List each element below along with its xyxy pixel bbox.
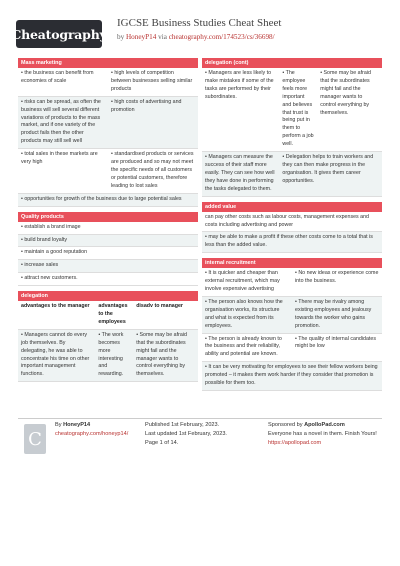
- table-row: • opportunities for growth of the business due to large potential sales: [18, 194, 198, 207]
- section-delegation-cont: [202, 58, 382, 197]
- table-row: [202, 68, 382, 152]
- list-item: • build brand loyalty: [18, 235, 198, 248]
- table-cell: • high costs of advertising and promotion: [111, 98, 182, 113]
- table-header-row: [18, 301, 198, 330]
- sponsor-line: [268, 421, 383, 430]
- table-cell: • Delegation helps to train workers and they can then make progress in the organisation. It gives them career opportunities.: [282, 154, 374, 184]
- table-cell: • the business can benefit from economies of scale: [21, 70, 94, 84]
- section-title: added value: [202, 202, 382, 212]
- section-delegation: [18, 291, 198, 382]
- footer-by: By: [55, 422, 64, 428]
- section-internal-recruitment: [202, 258, 382, 391]
- section-added-value: [202, 202, 382, 254]
- left-column: [18, 58, 198, 387]
- section-title: Mass marketing: [18, 58, 198, 68]
- byline-via: via: [156, 33, 169, 41]
- table-cell: • Managers are less likely to make mistakes if some of the tasks are performed by their subordinates.: [205, 70, 274, 100]
- right-column: [202, 58, 382, 396]
- table-cell: • standardised products or services are produced and so may not meet the specific needs of all customers or potential customers, therefore leading to lost sales: [111, 151, 194, 189]
- list-item: • establish a brand image: [18, 222, 198, 235]
- table-row: • It can be very motivating for employees to see their fellow workers being promoted – it makes them work harder if they consider that promotion is possible for them too.: [202, 362, 382, 391]
- table-cell: • Managers cannot do every job themselves. By delegating, he was able to concentrate his time on other important management functions.: [21, 331, 90, 378]
- footer-author-link[interactable]: HoneyP14: [63, 422, 91, 428]
- table-cell: • It is quicker and cheaper than external recruitment, which may involve expensive advertising: [205, 270, 280, 293]
- footer-dates: [145, 421, 255, 448]
- avatar: C: [24, 424, 46, 454]
- table-cell: • Managers can measure the success of their staff more easily. They can see how well they have done in performing the tasks delegated to them.: [205, 154, 275, 192]
- table-cell: • The person also knows how the organisation works, its structure and what is expected from its employees.: [205, 298, 283, 329]
- table-row: [18, 330, 198, 382]
- list-item: • may be able to make a profit if these other costs come to a total that is less than the added value.: [202, 232, 382, 253]
- table-cell: • risks can be spread, as often the business will sell several different variations of products to the mass market, and if one variety of the product fails then the other products may still sell well: [21, 98, 101, 145]
- column-header: advantages to the employees: [98, 303, 128, 325]
- sponsor-label: Sponsored by: [268, 422, 305, 428]
- list-item: • attract new customers.: [18, 273, 198, 286]
- page-title: IGCSE Business Studies Cheat Sheet: [117, 17, 282, 29]
- author-profile-link[interactable]: cheatography.com/honeyp14/: [55, 431, 129, 437]
- section-quality-products: [18, 212, 198, 287]
- byline: [117, 33, 275, 41]
- table-cell: • high levels of competition between businesses selling similar products: [111, 70, 193, 92]
- page-footer: [0, 418, 400, 464]
- list-item: • maintain a good reputation: [18, 247, 198, 260]
- section-mass-marketing: [18, 58, 198, 207]
- author-link[interactable]: HoneyP14: [125, 33, 157, 41]
- table-cell: • total sales in these markets are very high: [21, 151, 98, 166]
- table-row: [202, 268, 382, 297]
- table-cell: • The quality of internal candidates might be low: [295, 335, 376, 350]
- table-cell: • The employee feels more important and believes that trust is being put in them to perform a job well.: [282, 70, 314, 148]
- footer-author-line: [55, 421, 135, 430]
- table-row: [18, 68, 198, 97]
- section-title: Quality products: [18, 212, 198, 222]
- byline-by: by: [117, 33, 126, 41]
- table-cell: • Some may be afraid that the subordinates might fail and the manager wants to control everything by themselves.: [320, 70, 371, 116]
- section-title: delegation (cont): [202, 58, 382, 68]
- table-row: [202, 297, 382, 334]
- table-row: [202, 152, 382, 197]
- table-row: [18, 149, 198, 194]
- sponsor-text: Everyone has a novel in them. Finish Yours!: [268, 431, 377, 437]
- table-cell: • The work becomes more interesting and rewarding.: [98, 331, 124, 378]
- published-date: Published 1st February, 2023.: [145, 422, 220, 428]
- list-item: • increase sales: [18, 260, 198, 273]
- page-number: Page 1 of 14.: [145, 440, 179, 446]
- table-cell: • The person is already known to the business and their reliability, ability and potential are known.: [205, 335, 282, 358]
- table-row: [18, 97, 198, 149]
- section-title: internal recruitment: [202, 258, 382, 268]
- column-header: advantages to the manager: [21, 303, 90, 310]
- footer-author: [55, 421, 135, 439]
- footer-divider: [18, 418, 382, 419]
- section-title: delegation: [18, 291, 198, 301]
- cheatography-logo[interactable]: Cheatography: [16, 20, 102, 48]
- sponsor-link[interactable]: ApolloPad.com: [304, 422, 345, 428]
- table-cell: • No new ideas or experience come into the business.: [295, 270, 379, 285]
- list-item: can pay other costs such as labour costs, management expenses and costs including advertising and power: [202, 212, 382, 233]
- sponsor-url-link[interactable]: https://apollopad.com: [268, 440, 322, 446]
- table-row: [202, 334, 382, 363]
- footer-sponsor: [268, 421, 383, 448]
- sheet-url-link[interactable]: cheatography.com/174523/cs/36698/: [168, 33, 275, 41]
- table-cell: • There may be rivalry among existing employees and jealousy towards the worker who gains promotion.: [295, 298, 372, 329]
- column-header: disadv to manager: [136, 303, 183, 310]
- updated-date: Last updated 1st February, 2023.: [145, 431, 227, 437]
- page-header: [0, 0, 400, 52]
- table-cell: • Some may be afraid that the subordinates might fail and the manager wants to control everything by themselves.: [136, 331, 187, 378]
